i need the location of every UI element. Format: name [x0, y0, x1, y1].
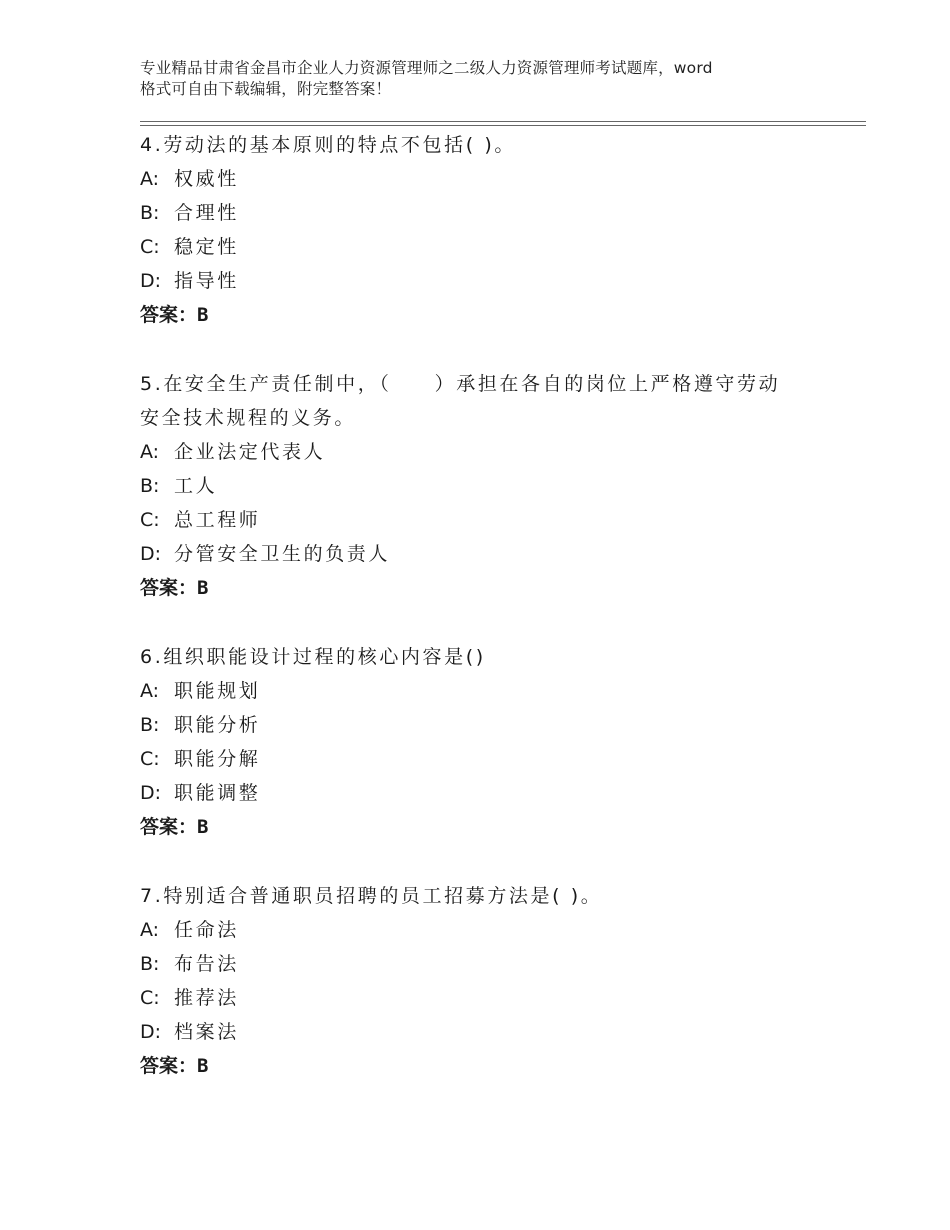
- option-letter: A:: [140, 168, 160, 190]
- option-letter: B:: [140, 953, 160, 975]
- question-text: 7.特别适合普通职员招聘的员工招募方法是( )。: [140, 885, 603, 907]
- option-letter: D:: [140, 782, 162, 804]
- answer-value: B: [197, 816, 209, 838]
- option-letter: A:: [140, 919, 160, 941]
- option-letter: C:: [140, 236, 160, 258]
- option-a: [140, 913, 840, 947]
- option-text: 布告法: [174, 953, 239, 975]
- question-spacer: [140, 605, 840, 640]
- option-letter: A:: [140, 441, 160, 463]
- option-text: 企业法定代表人: [174, 441, 326, 463]
- option-a: [140, 435, 840, 469]
- document-header: [140, 58, 840, 100]
- question-item: [140, 367, 840, 605]
- answer-label: 答案：: [140, 304, 198, 326]
- option-letter: C:: [140, 748, 160, 770]
- option-d: [140, 1015, 840, 1049]
- option-d: [140, 537, 840, 571]
- question-text-continued: 安全技术规程的义务。: [140, 407, 357, 429]
- option-letter: B:: [140, 202, 160, 224]
- answer-value: B: [197, 577, 209, 599]
- option-letter: C:: [140, 987, 160, 1009]
- header-divider-bottom: [140, 125, 866, 126]
- option-letter: B:: [140, 714, 160, 736]
- question-text: 4.劳动法的基本原则的特点不包括( )。: [140, 134, 516, 156]
- option-letter: B:: [140, 475, 160, 497]
- question-list: [140, 128, 840, 1083]
- question-spacer: [140, 332, 840, 367]
- option-c: [140, 503, 840, 537]
- answer-label: 答案：: [140, 1055, 198, 1077]
- answer-line: [140, 1049, 840, 1083]
- question-text: 5.在安全生产责任制中，（ ）承担在各自的岗位上严格遵守劳动: [140, 373, 781, 395]
- option-b: [140, 469, 840, 503]
- answer-label: 答案：: [140, 577, 198, 599]
- answer-line: [140, 810, 840, 844]
- option-letter: D:: [140, 543, 162, 565]
- header-line-2: 格式可自由下载编辑，附完整答案！: [140, 80, 392, 98]
- option-text: 工人: [174, 475, 218, 497]
- question-item: [140, 879, 840, 1083]
- option-letter: A:: [140, 680, 160, 702]
- question-item: [140, 128, 840, 332]
- option-text: 指导性: [174, 270, 239, 292]
- option-text: 职能分析: [174, 714, 261, 736]
- question-spacer: [140, 844, 840, 879]
- option-text: 任命法: [174, 919, 239, 941]
- option-a: [140, 674, 840, 708]
- option-text: 稳定性: [174, 236, 239, 258]
- option-text: 职能分解: [174, 748, 261, 770]
- option-c: [140, 230, 840, 264]
- option-d: [140, 264, 840, 298]
- option-text: 总工程师: [174, 509, 261, 531]
- option-c: [140, 742, 840, 776]
- option-text: 权威性: [174, 168, 239, 190]
- option-letter: C:: [140, 509, 160, 531]
- option-text: 分管安全卫生的负责人: [174, 543, 391, 565]
- answer-value: B: [197, 1055, 209, 1077]
- option-d: [140, 776, 840, 810]
- header-line-1: 专业精品甘肃省金昌市企业人力资源管理师之二级人力资源管理师考试题库，word: [140, 59, 713, 77]
- option-b: [140, 947, 840, 981]
- option-text: 合理性: [174, 202, 239, 224]
- option-text: 推荐法: [174, 987, 239, 1009]
- option-b: [140, 196, 840, 230]
- option-letter: D:: [140, 270, 162, 292]
- header-divider-top: [140, 121, 866, 122]
- option-b: [140, 708, 840, 742]
- option-letter: D:: [140, 1021, 162, 1043]
- answer-label: 答案：: [140, 816, 198, 838]
- option-text: 职能规划: [174, 680, 261, 702]
- answer-value: B: [197, 304, 209, 326]
- option-text: 档案法: [174, 1021, 239, 1043]
- option-a: [140, 162, 840, 196]
- option-text: 职能调整: [174, 782, 261, 804]
- question-text: 6.组织职能设计过程的核心内容是(): [140, 646, 486, 668]
- answer-line: [140, 571, 840, 605]
- question-item: [140, 640, 840, 844]
- option-c: [140, 981, 840, 1015]
- answer-line: [140, 298, 840, 332]
